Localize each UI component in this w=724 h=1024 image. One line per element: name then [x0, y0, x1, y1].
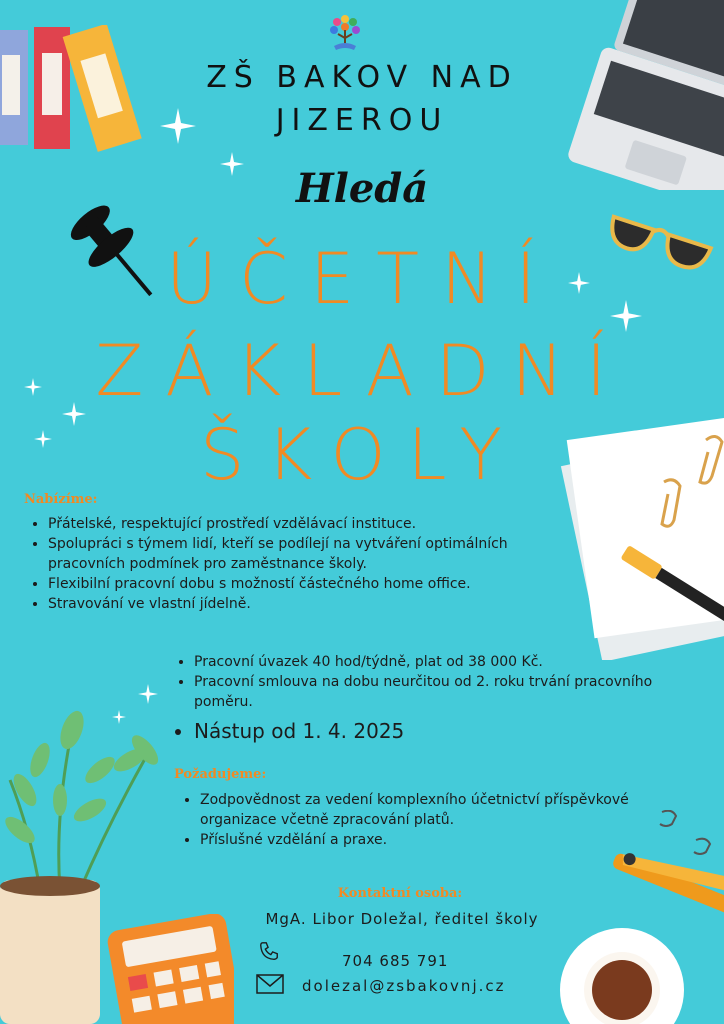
contact-phone[interactable]: 704 685 791 — [342, 952, 449, 970]
laptop-illustration — [560, 0, 724, 190]
school-name-line-2: JIZEROU — [275, 103, 449, 138]
position-title-line-1: ÚČETNÍ — [165, 238, 559, 320]
school-logo-icon — [328, 14, 362, 54]
calculator-icon — [104, 914, 234, 1024]
contact-person: MgA. Libor Doležal, ředitel školy — [265, 910, 539, 928]
position-title-line-3: ŠKOLY — [199, 414, 525, 496]
require-list — [180, 790, 670, 850]
offer-heading: Nabízíme: — [24, 492, 98, 507]
hleda-heading: Hledá — [295, 165, 429, 212]
list-item: • Zodpovědnost za vedení komplexního účetnictví příspěvkové organizace včetně zpracování platů. — [200, 790, 670, 830]
list-item: • Flexibilní pracovní dobu s možností částečného home office. — [48, 574, 558, 594]
start-date: • Nástup od 1. 4. 2025 — [194, 716, 694, 746]
require-heading: Požadujeme: — [174, 767, 267, 782]
email-icon — [256, 974, 284, 994]
list-item: • Pracovní smlouva na dobu neurčitou od 2. roku trvání pracovního poměru. — [194, 672, 694, 712]
contact-email[interactable]: dolezal@zsbakovnj.cz — [302, 977, 506, 995]
position-title-line-2: ZÁKLADNÍ — [95, 330, 629, 412]
terms-list — [174, 652, 694, 746]
list-item: • Přátelské, respektující prostředí vzdělávací instituce. — [48, 514, 558, 534]
contact-heading: Kontaktní osoba: — [337, 886, 463, 901]
school-name-line-1: ZŠ BAKOV NAD — [206, 60, 518, 95]
coffee-cup-icon — [556, 920, 686, 1024]
list-item: • Příslušné vzdělání a praxe. — [200, 830, 670, 850]
list-item: • Stravování ve vlastní jídelně. — [48, 594, 558, 614]
offer-list — [28, 514, 558, 614]
list-item: • Spolupráci s týmem lidí, kteří se podílejí na vytváření optimálních pracovních podmínek pro zaměstnance školy. — [48, 534, 558, 574]
list-item: • Pracovní úvazek 40 hod/týdně, plat od 38 000 Kč. — [194, 652, 694, 672]
phone-icon — [258, 940, 280, 962]
